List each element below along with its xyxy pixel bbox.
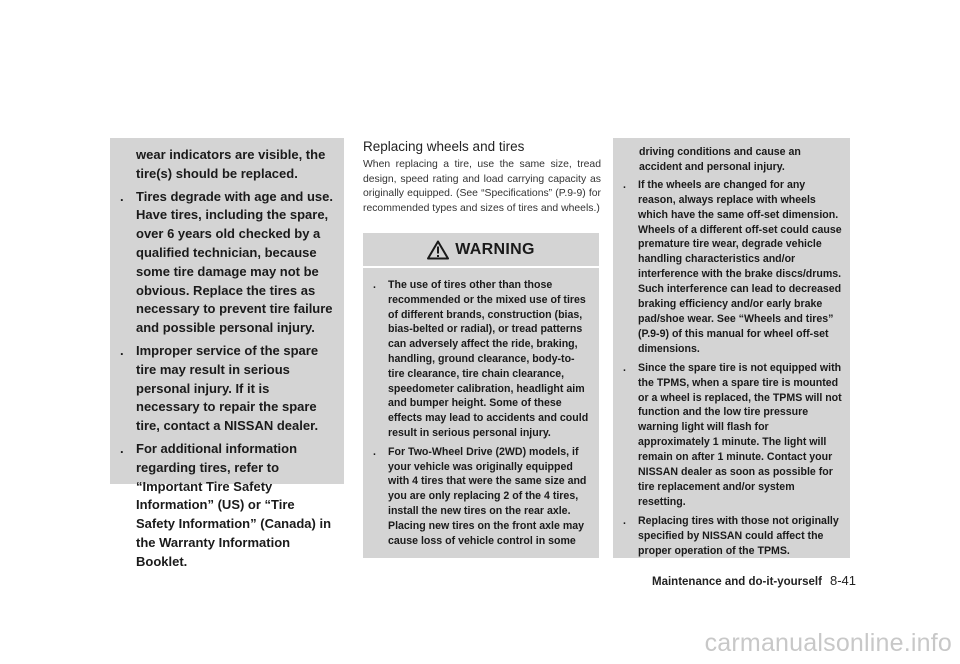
warning-item-text: Since the spare tire is not equipped with the TPMS, when a spare tire is mounted or a wheel is replaced, the TPMS will not function and the low tire pressure warning light will flash for approximately 1 minute. The light will remain on after 1 minute. Contact your NISSAN dealer as soon as possible for tire replacement and/or system resetting. <box>638 361 842 508</box>
footer-section-label: Maintenance and do-it-yourself <box>652 576 822 588</box>
page-number: 8-41 <box>829 573 856 588</box>
warning-item-text: Improper service of the spare tire may result in serious personal injury. If it is necessary to repair the spare tire, contact a NISSAN dealer. <box>136 342 319 434</box>
warning-list-item <box>118 440 336 572</box>
warning-item-text: The use of tires other than those recommended or the mixed use of tires of different brands, construction (bias, bias-belted or radial), or tread patterns can adversely affect the ride, braking, handling, ground clearance, body-to-tire clearance, tire chain clearance, speedometer calibration, headlight aim and bumper height. Some of these effects may lead to accidents and could result in serious personal injury. <box>388 279 589 439</box>
bullet: . <box>373 279 376 291</box>
bullet: . <box>623 178 626 191</box>
warning-triangle-icon <box>427 240 449 260</box>
warning-item-text: For additional information regarding tires, refer to “Important Tire Safety Information” (US) or “Tire Safety Information” (Canada) in the Warranty Information Booklet. <box>136 440 332 569</box>
warning-continued-panel <box>110 138 344 569</box>
warning-item-text: Tires degrade with age and use. Have tires, including the spare, over 6 years old checked by a qualified technician, because some tire damage may not be obvious. Replace the tires as necessary to prevent tire failure and possible personal injury. <box>136 188 333 336</box>
bullet: . <box>120 342 124 358</box>
warning-lead-text: driving conditions and cause an accident and personal injury. <box>639 146 801 173</box>
warning-item-text: If the wheels are changed for any reason, always replace with wheels which have the same off-set dimension. Wheels of a different off-set could cause premature tire wear, degrade vehicle handling characteristics and/or interference with the brake discs/drums. Such interference can lead to decreased braking efficiency and/or early brake pad/shoe wear. See “Wheels and tires” (P.9-9) of this manual for wheel off-set dimensions. <box>638 178 842 355</box>
warning-list-item <box>371 445 591 549</box>
warning-lead-text: wear indicators are visible, the tire(s) should be replaced. <box>136 147 326 181</box>
warning-item-text: Replacing tires with those not originally specified by NISSAN could affect the proper operation of the TPMS. <box>638 514 839 557</box>
warning-list-item <box>118 188 336 338</box>
bullet: . <box>120 188 124 204</box>
section-intro: When replacing a tire, use the same size, tread design, speed rating and load carrying capacity as originally equipped. (See “Specifications” (P.9-9) for recommended types and sizes of tires and wheels.) <box>363 159 601 214</box>
bullet: . <box>623 361 626 374</box>
warning-title: WARNING <box>455 240 535 258</box>
warning-header <box>363 233 599 266</box>
warning-list-item <box>371 278 591 441</box>
section-title: Replacing wheels and tires <box>363 139 525 154</box>
bullet: . <box>120 440 124 456</box>
warning-list-item <box>621 178 842 357</box>
bullet: . <box>623 514 626 527</box>
page-footer <box>652 573 856 588</box>
warning-list-item <box>118 342 336 436</box>
warning-continued-panel-right <box>613 138 850 558</box>
watermark: carmanualsonline.info <box>704 629 952 657</box>
warning-panel <box>363 268 599 558</box>
warning-list-item <box>621 514 842 559</box>
warning-item-text: For Two-Wheel Drive (2WD) models, if your vehicle was originally equipped with 4 tires that were the same size and you are only replacing 2 of the 4 tires, install the new tires on the rear axle. Placing new tires on the front axle may cause loss of vehicle control in some <box>388 445 587 547</box>
bullet: . <box>373 445 376 458</box>
warning-list-item <box>621 361 842 510</box>
